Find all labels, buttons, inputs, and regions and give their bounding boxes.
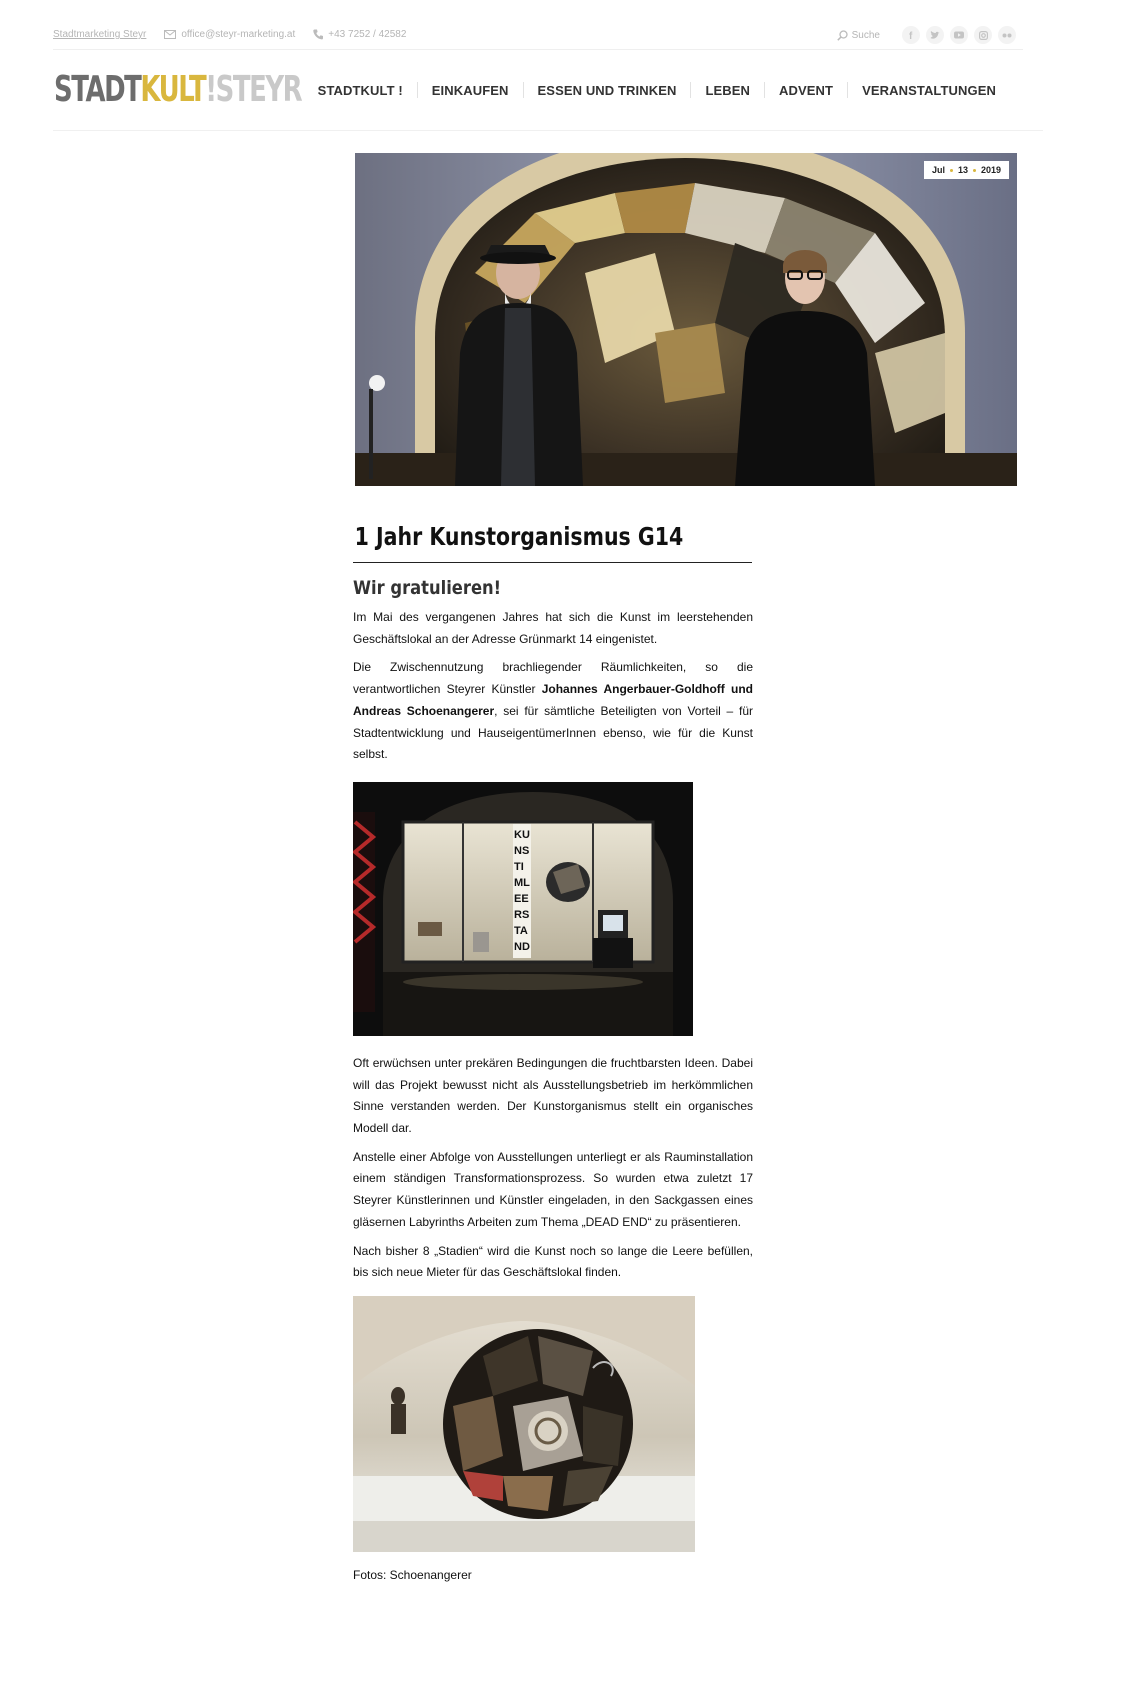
mail-icon xyxy=(164,30,176,39)
sign-letters-3: TI xyxy=(514,860,524,873)
date-month: Jul xyxy=(931,165,945,175)
svg-text:f: f xyxy=(909,31,913,40)
window-photo xyxy=(353,782,693,1036)
post-content xyxy=(353,518,753,1582)
phone-icon xyxy=(313,29,323,40)
facebook-icon[interactable] xyxy=(902,26,920,44)
sign-letters-1: KU xyxy=(514,828,530,841)
post-subtitle: Wir gratulieren! xyxy=(353,577,502,599)
nav-item-advent[interactable]: ADVENT xyxy=(779,82,834,98)
sign-letters-7: TA xyxy=(514,924,528,937)
nav-item-essen-und-trinken[interactable]: ESSEN UND TRINKEN xyxy=(537,82,677,98)
photo-credit: Fotos: Schoenangerer xyxy=(353,1567,472,1582)
sign-letters-4: ML xyxy=(514,876,530,889)
top-bar xyxy=(0,0,1134,50)
post-title: 1 Jahr Kunstorganismus G14 xyxy=(354,522,684,551)
logo-part-stadt: STADT xyxy=(54,69,141,110)
sign-letters-6: RS xyxy=(514,908,530,921)
nav-item-stadtkult[interactable]: STADTKULT ! xyxy=(317,82,403,98)
phone-contact[interactable] xyxy=(313,29,406,40)
search-button[interactable] xyxy=(837,30,880,41)
paragraph-2-start: Die Zwischennutzung brachliegender Räumlichkeiten, so die verantwortlichen Steyrer Künstler xyxy=(353,660,753,697)
search-icon xyxy=(837,30,848,41)
nav-item-einkaufen[interactable]: EINKAUFEN xyxy=(431,82,509,98)
logo-part-kult: KULT xyxy=(140,69,206,110)
email-text: office@steyr-marketing.at xyxy=(181,29,296,40)
gallery-window-image xyxy=(353,782,693,1036)
paragraph-1: Im Mai des vergangenen Jahres hat sich die Kunst im leerstehenden Geschäftslokal an der Adresse Grünmarkt 14 eingenistet. xyxy=(353,610,753,646)
hero-photo xyxy=(355,153,1017,486)
paragraph-5: Nach bisher 8 „Stadien“ wird die Kunst noch so lange die Leere befüllen, bis sich neue Mieter für das Geschäftslokal finden. xyxy=(353,1243,753,1280)
sign-letters-8: ND xyxy=(514,940,530,953)
youtube-icon[interactable] xyxy=(950,26,968,44)
post-date-badge xyxy=(924,161,1009,179)
paragraph-3: Oft erwüchsen unter prekären Bedingungen die fruchtbarsten Ideen. Dabei will das Projekt bewusst nicht als Ausstellungsbetrieb im herkömmlichen Sinne verstanden werden. Der Kunstorganismus stellt ein organisches Modell dar. xyxy=(353,1055,753,1136)
flickr-icon[interactable] xyxy=(998,26,1016,44)
date-separator-dot xyxy=(973,169,976,172)
paragraph-2 xyxy=(353,657,753,766)
instagram-icon[interactable] xyxy=(974,26,992,44)
logo-part-steyr: !STEYR xyxy=(205,69,302,110)
site-logo[interactable] xyxy=(54,69,301,110)
top-bar-contact xyxy=(53,29,424,40)
site-header xyxy=(0,50,1134,132)
date-separator-dot xyxy=(950,169,953,172)
nav-item-veranstaltungen[interactable]: VERANSTALTUNGEN xyxy=(862,82,996,98)
twitter-icon[interactable] xyxy=(926,26,944,44)
hero-image xyxy=(355,153,1017,486)
sphere-installation-image xyxy=(353,1296,695,1552)
phone-text: +43 7252 / 42582 xyxy=(328,29,407,40)
top-bar-tools xyxy=(837,26,1016,44)
date-year: 2019 xyxy=(980,165,1001,175)
header-divider xyxy=(53,130,1043,131)
paragraph-4: Anstelle einer Abfolge von Ausstellungen unterliegt er als Rauminstallation einem ständigen Transformationsprozess. So wurden etwa zuletzt 17 Steyrer Künstlerinnen und Künstler eingeladen, in den Sackgassen eines gläsernen Labyrinths Arbeiten zum Thema „DEAD END“ zu präsentieren. xyxy=(353,1149,753,1229)
brand-link[interactable]: Stadtmarketing Steyr xyxy=(53,29,147,40)
email-contact[interactable] xyxy=(164,29,295,40)
sign-letters-2: NS xyxy=(514,844,530,857)
sphere-photo xyxy=(353,1296,695,1552)
search-label: Suche xyxy=(851,29,880,41)
main-navigation xyxy=(304,82,1010,98)
title-divider xyxy=(353,562,752,563)
paragraph-2-artists: Johannes Angerbauer-Goldhoff und Andreas Schoenangerer xyxy=(353,682,753,718)
paragraph-2-end: , sei für sämtliche Beteiligten von Vorteil – für Stadtentwicklung und HauseigentümerInnen ebenso, wie für die Kunst selbst. xyxy=(353,703,753,762)
nav-item-leben[interactable]: LEBEN xyxy=(705,82,751,98)
sign-letters-5: EE xyxy=(514,892,529,905)
date-day: 13 xyxy=(957,165,968,175)
